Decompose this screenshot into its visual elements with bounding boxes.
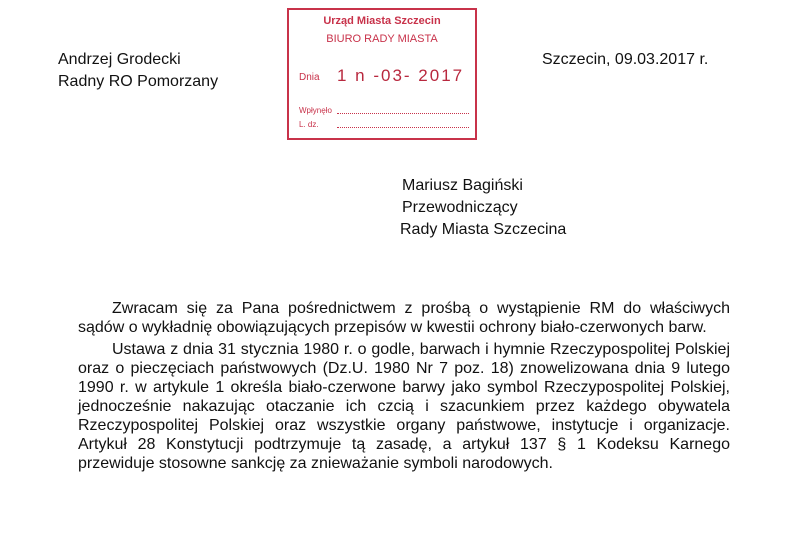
sender-title: Radny RO Pomorzany bbox=[58, 73, 219, 90]
sender-name: Andrzej Grodecki bbox=[58, 51, 181, 68]
stamp-ref-line bbox=[337, 127, 469, 128]
recipient-name: Mariusz Bagiński bbox=[402, 177, 523, 194]
place-date: Szczecin, 09.03.2017 r. bbox=[542, 51, 709, 68]
recipient-role: Przewodniczący bbox=[402, 199, 518, 216]
paragraph-request: Zwracam się za Pana pośrednictwem z prośbą o wystąpienie RM do właściwych sądów o wykładnię obowiązujących przepisów w kwestii ochrony biało-czerwonych barw. bbox=[78, 300, 730, 336]
office-stamp bbox=[287, 8, 477, 140]
paragraph-legal-basis: Ustawa z dnia 31 stycznia 1980 r. o godle, barwach i hymnie Rzeczypospolitej Polskiej oraz o pieczęciach państwowych (Dz.U. 1980 Nr 7 poz. 18) znowelizowana dnia 9 lutego 1990 r. w artykule 1 określa biało-czerwone barwy jako symbol Rzeczypospolitej Polskiej, jednocześnie nakazując otaczanie ich czcią i szacunkiem przez każdego obywatela Rzeczypospolitej Polskiej oraz wszystkie organy państwowe, instytucje i organizacje. Artykuł 28 Konstytucji podtrzymuje tą zasadę, a artykuł 137 § 1 Kodeksu Karnego przewiduje stosowne sankcję za znieważanie symboli narodowych. bbox=[78, 341, 730, 472]
recipient-body: Rady Miasta Szczecina bbox=[400, 221, 567, 238]
stamp-date-value: 1 n -03- 2017 bbox=[337, 66, 465, 85]
stamp-date-label: Dnia bbox=[299, 72, 320, 83]
stamp-received-label: Wpłynęło bbox=[299, 106, 332, 115]
stamp-received-line bbox=[337, 113, 469, 114]
stamp-ref-label: L. dz. bbox=[299, 120, 319, 129]
stamp-department: BIURO RADY MIASTA bbox=[326, 33, 438, 45]
letter-body bbox=[78, 299, 730, 476]
stamp-office-name: Urząd Miasta Szczecin bbox=[323, 15, 441, 27]
